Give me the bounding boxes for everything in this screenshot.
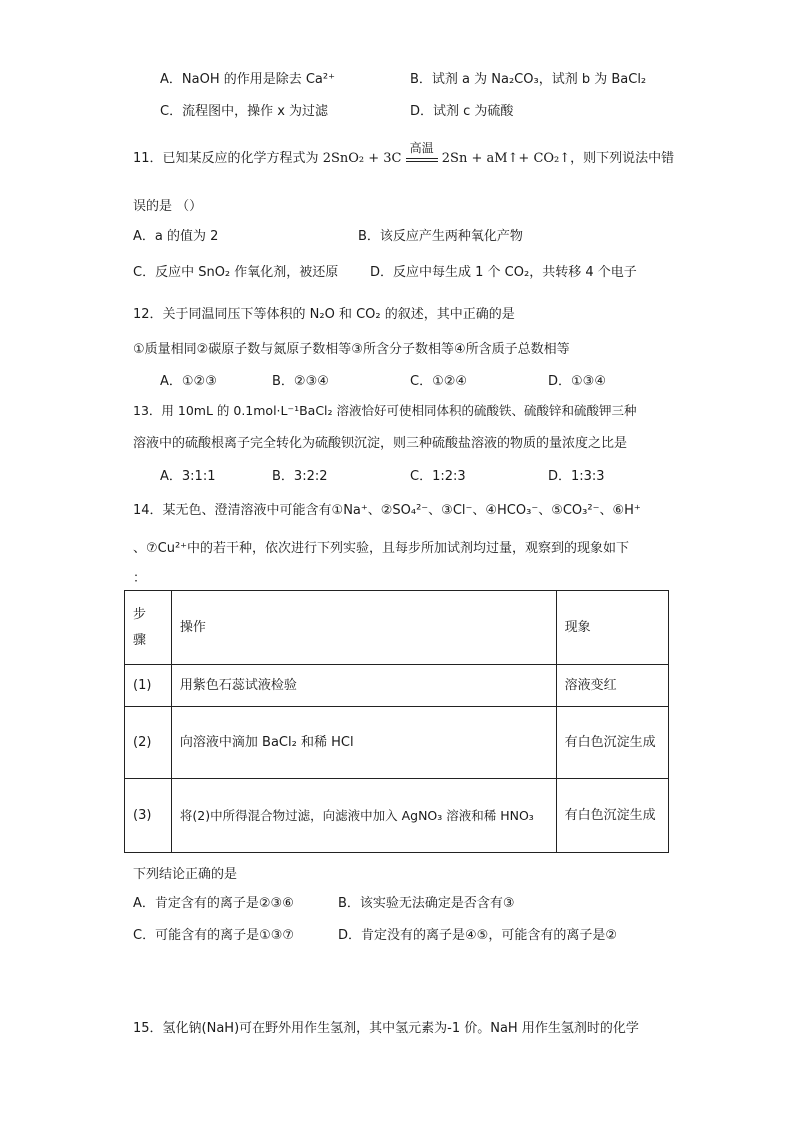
table-cell-step: (3) — [125, 779, 172, 853]
q13-option-b: B．3:2:2 — [272, 469, 328, 484]
table-cell-operation: 用紫色石蕊试液检验 — [171, 665, 556, 707]
q11-option-c: C．反应中 SnO₂ 作氧化剂，被还原 — [133, 265, 339, 280]
table-cell-observation: 有白色沉淀生成 — [556, 779, 668, 853]
header-step: 步骤 — [125, 591, 172, 665]
q11-stem — [133, 140, 675, 166]
q14-stem-line2: 、⑦Cu²⁺中的若干种，依次进行下列实验，且每步所加试剂均过量，观察到的现象如下 — [133, 541, 630, 556]
q11-option-d: D．反应中每生成 1 个 CO₂，共转移 4 个电子 — [370, 265, 637, 280]
table-row — [125, 707, 669, 779]
q11-equation-right: 2Sn + aM↑+ CO₂↑ — [441, 151, 571, 166]
q12-stem: 12．关于同温同压下等体积的 N₂O 和 CO₂ 的叙述，其中正确的是 — [133, 307, 515, 322]
q14-option-b: B．该实验无法确定是否含有③ — [338, 896, 515, 911]
table-cell-step: (2) — [125, 707, 172, 779]
table-cell-observation: 溶液变红 — [556, 665, 668, 707]
q10-option-c: C．流程图中，操作 x 为过滤 — [160, 104, 329, 119]
q14-option-d: D．肯定没有的离子是④⑤，可能含有的离子是② — [338, 928, 617, 943]
table-cell-step: (1) — [125, 665, 172, 707]
q11-reaction-arrow — [406, 140, 438, 162]
q13-option-d: D．1:3:3 — [548, 469, 605, 484]
q11-reaction-condition: 高温 — [409, 140, 434, 155]
q11-stem-line2: 误的是 （） — [133, 199, 203, 214]
q12-option-d: D．①③④ — [548, 374, 606, 389]
q13-option-a: A．3:1:1 — [160, 469, 216, 484]
q10-option-a: A．NaOH 的作用是除去 Ca²⁺ — [160, 72, 335, 87]
q11-stem-suffix: ，则下列说法中错 — [570, 151, 675, 166]
q12-items: ①质量相同②碳原子数与氮原子数相等③所含分子数相等④所含质子总数相等 — [133, 342, 570, 357]
q10-option-b: B．试剂 a 为 Na₂CO₃，试剂 b 为 BaCl₂ — [410, 72, 647, 87]
q13-stem-line1: 13．用 10mL 的 0.1mol·L⁻¹BaCl₂ 溶液恰好可使相同体积的硫酸铁、硫酸锌和硫酸钾三种 — [133, 403, 637, 418]
q12-option-b: B．②③④ — [272, 374, 329, 389]
q13-stem-line2: 溶液中的硫酸根离子完全转化为硫酸钡沉淀，则三种硫酸盐溶液的物质的量浓度之比是 — [133, 436, 628, 451]
q14-stem-line3: ： — [133, 571, 147, 586]
table-row — [125, 665, 669, 707]
header-observation: 现象 — [556, 591, 668, 665]
q11-option-a: A．a 的值为 2 — [133, 229, 219, 244]
table-cell-observation: 有白色沉淀生成 — [556, 707, 668, 779]
experiment-table — [124, 590, 669, 853]
table-cell-operation: 将(2)中所得混合物过滤，向滤液中加入 AgNO₃ 溶液和稀 HNO₃ — [171, 779, 556, 853]
q10-option-d: D．试剂 c 为硫酸 — [410, 104, 514, 119]
q11-stem-prefix: 11．已知某反应的化学方程式为 — [133, 151, 319, 166]
q14-conclusion: 下列结论正确的是 — [133, 867, 238, 882]
q14-option-a: A．肯定含有的离子是②③⑥ — [133, 896, 294, 911]
q14-stem-line1: 14．某无色、澄清溶液中可能含有①Na⁺、②SO₄²⁻、③Cl⁻、④HCO₃⁻、⑤CO₃²⁻、⑥H⁺ — [133, 503, 641, 518]
table-row — [125, 779, 669, 853]
q12-option-a: A．①②③ — [160, 374, 217, 389]
q14-option-c: C．可能含有的离子是①③⑦ — [133, 928, 295, 943]
q12-option-c: C．①②④ — [410, 374, 468, 389]
q11-equation-left: 2SnO₂ + 3C — [322, 151, 402, 166]
table-header-row — [125, 591, 669, 665]
q11-option-b: B．该反应产生两种氧化产物 — [358, 229, 523, 244]
double-line-icon — [406, 158, 438, 162]
header-operation: 操作 — [171, 591, 556, 665]
q13-option-c: C．1:2:3 — [410, 469, 466, 484]
q15-stem: 15．氢化钠(NaH)可在野外用作生氢剂，其中氢元素为-1 价。NaH 用作生氢剂时的化学 — [133, 1021, 639, 1036]
table-cell-operation: 向溶液中滴加 BaCl₂ 和稀 HCl — [171, 707, 556, 779]
